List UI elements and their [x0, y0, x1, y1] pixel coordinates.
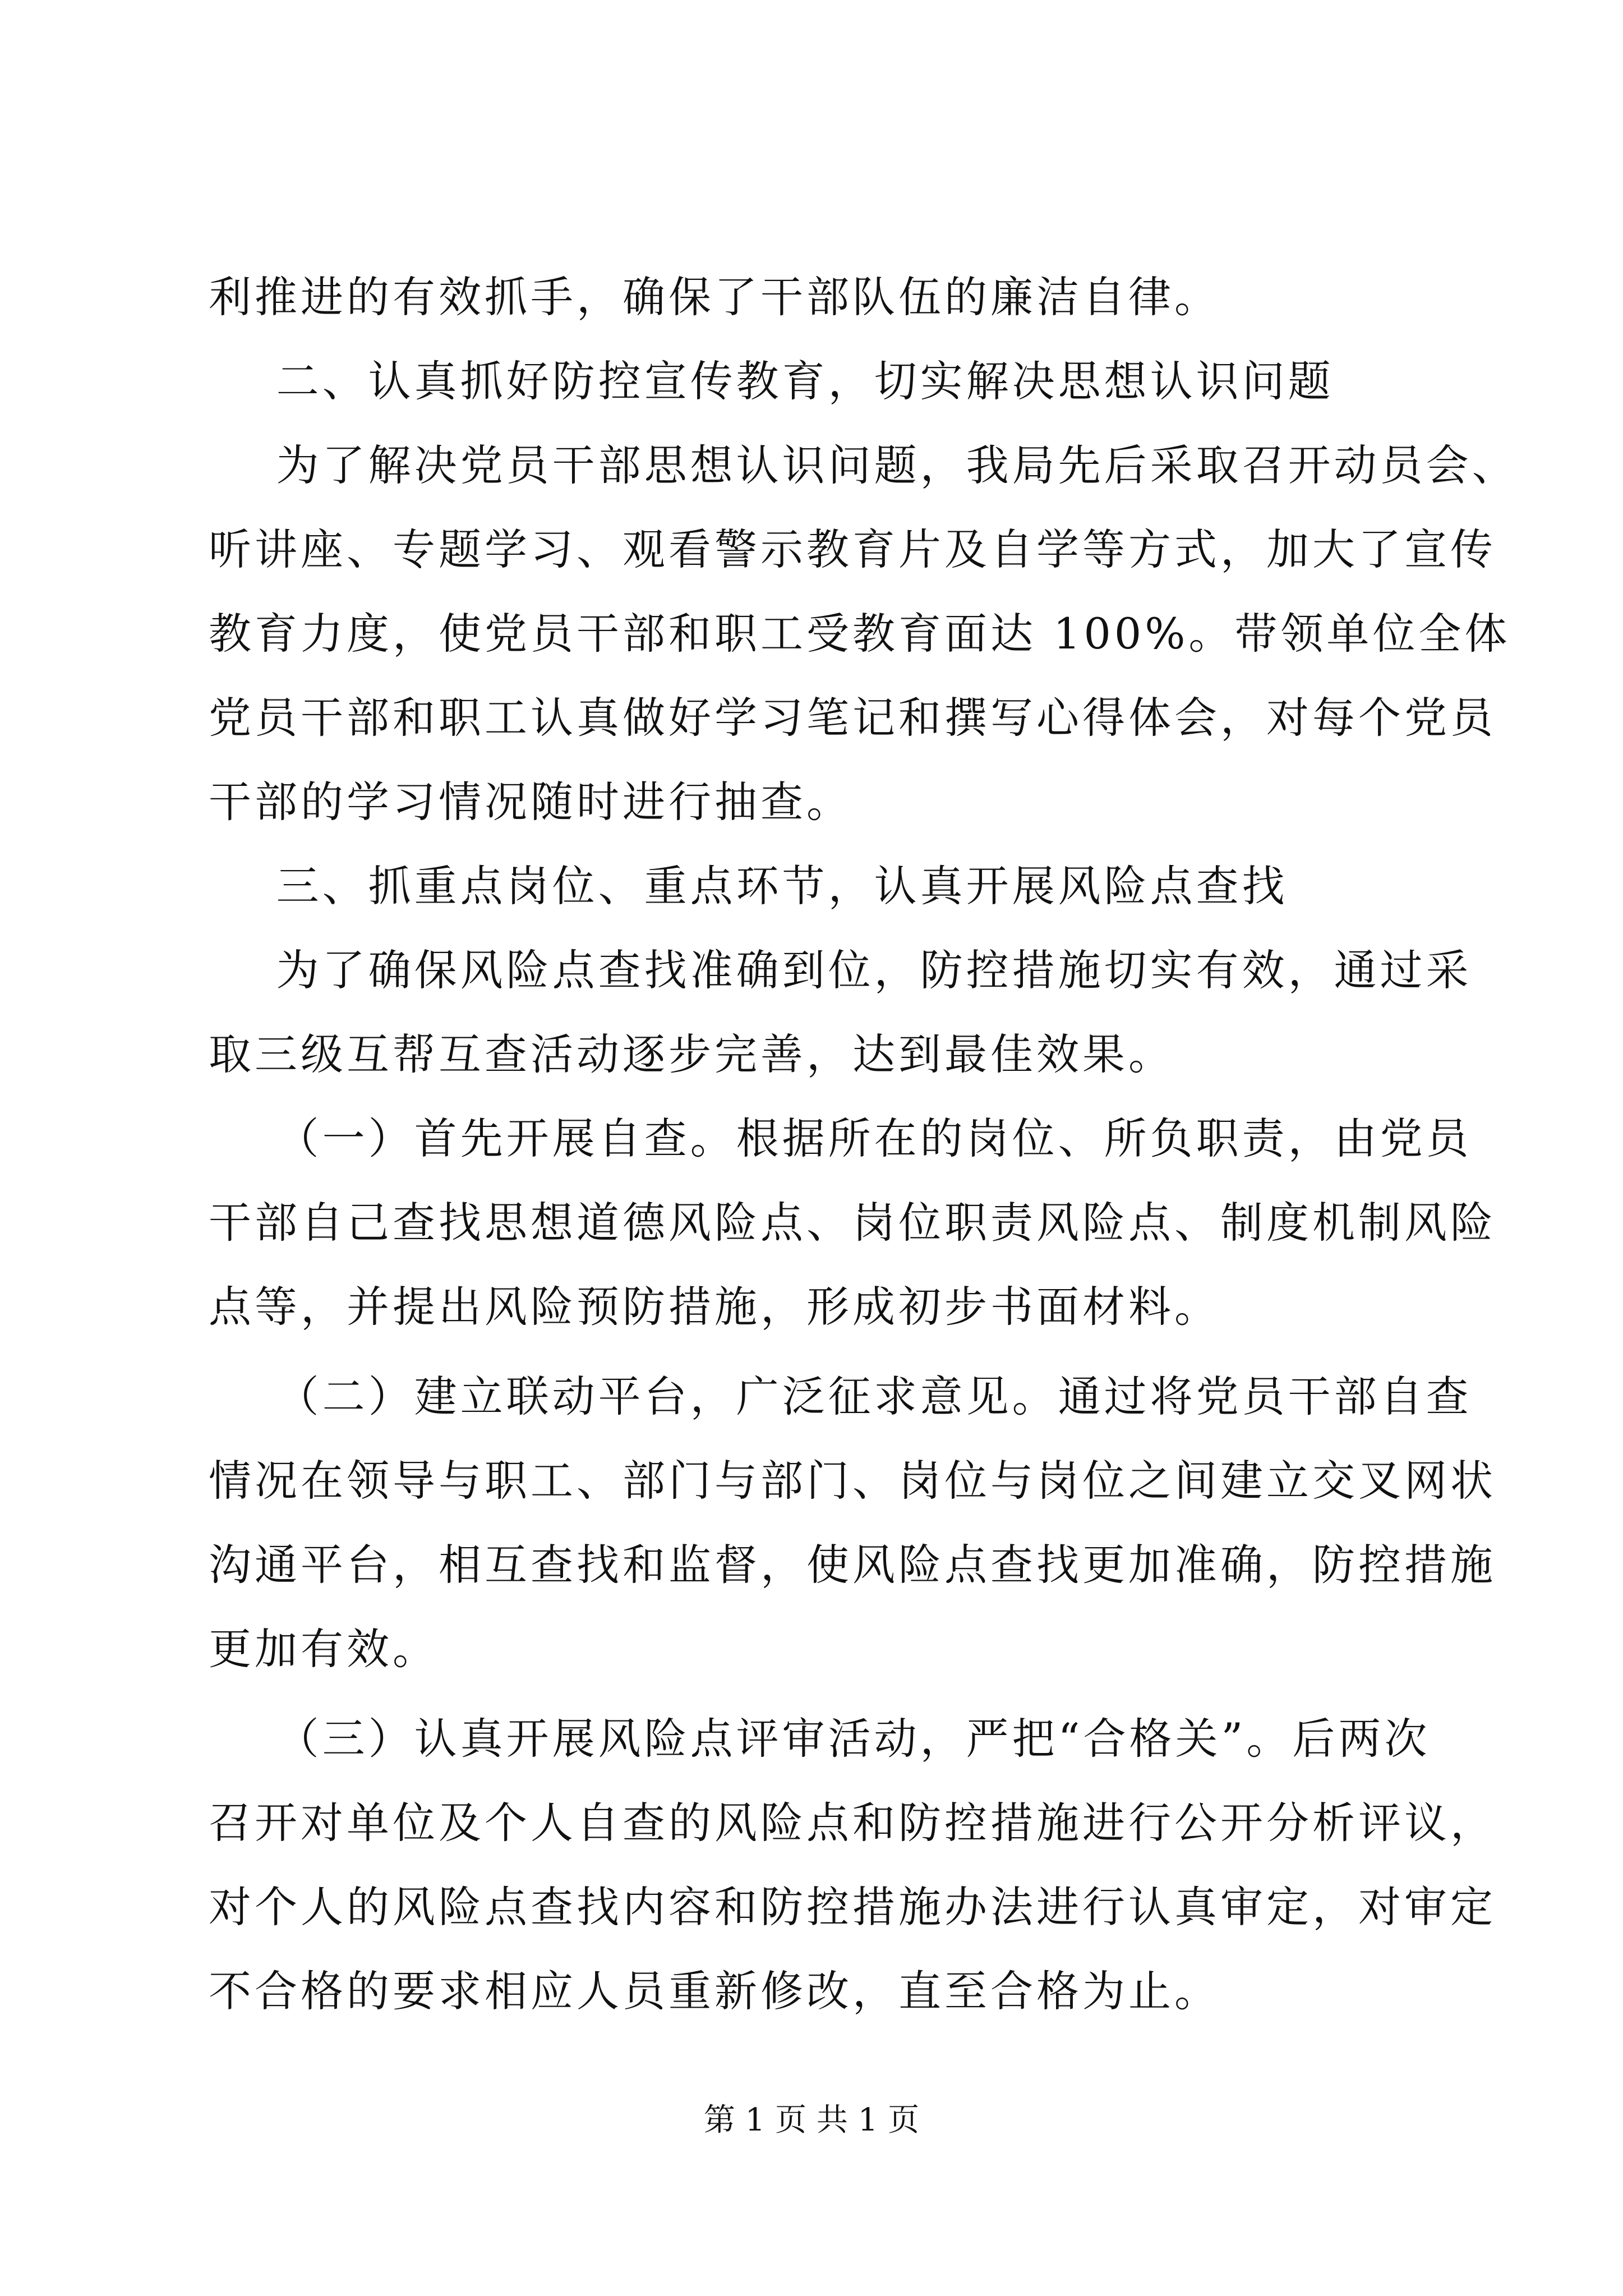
text-line: 干部的学习情况随时进行抽查。	[209, 777, 852, 827]
text-line: 干部自己查找思想道德风险点、岗位职责风险点、制度机制风险	[209, 1198, 1496, 1248]
text-line: （二）建立联动平台，广泛征求意见。通过将党员干部自查	[209, 1372, 1472, 1421]
section-heading: 二、认真抓好防控宣传教育，切实解决思想认识问题	[209, 356, 1334, 406]
text-line: 为了确保风险点查找准确到位，防控措施切实有效，通过采	[209, 945, 1472, 995]
text-line: （三）认真开展风险点评审活动，严把“合格关”。后两次	[209, 1714, 1431, 1764]
text-line: 利推进的有效抓手，确保了干部队伍的廉洁自律。	[209, 272, 1220, 322]
text-line: 情况在领导与职工、部门与部门、岗位与岗位之间建立交叉网状	[209, 1456, 1496, 1506]
text-line: 党员干部和职工认真做好学习笔记和撰写心得体会，对每个党员	[209, 693, 1496, 743]
text-line: 为了解决党员干部思想认识问题，我局先后采取召开动员会、	[209, 440, 1518, 490]
text-line: 不合格的要求相应人员重新修改，直至合格为止。	[209, 1966, 1220, 2016]
page-footer: 第 1 页 共 1 页	[703, 2102, 920, 2138]
text-line: 更加有效。	[209, 1624, 439, 1674]
section-heading: 三、抓重点岗位、重点环节，认真开展风险点查找	[209, 861, 1288, 911]
text-line: 教育力度，使党员干部和职工受教育面达 100%。带领单位全体	[209, 609, 1511, 659]
text-line: 对个人的风险点查找内容和防控措施办法进行认真审定，对审定	[209, 1882, 1496, 1932]
text-line: 点等，并提出风险预防措施，形成初步书面材料。	[209, 1282, 1220, 1332]
text-line: 取三级互帮互查活动逐步完善，达到最佳效果。	[209, 1029, 1174, 1079]
text-line: 听讲座、专题学习、观看警示教育片及自学等方式，加大了宣传	[209, 524, 1496, 574]
text-line: （一）首先开展自查。根据所在的岗位、所负职责，由党员	[209, 1114, 1472, 1163]
text-line: 沟通平台，相互查找和监督，使风险点查找更加准确，防控措施	[209, 1540, 1496, 1590]
text-line: 召开对单位及个人自查的风险点和防控措施进行公开分析评议，	[209, 1798, 1496, 1848]
